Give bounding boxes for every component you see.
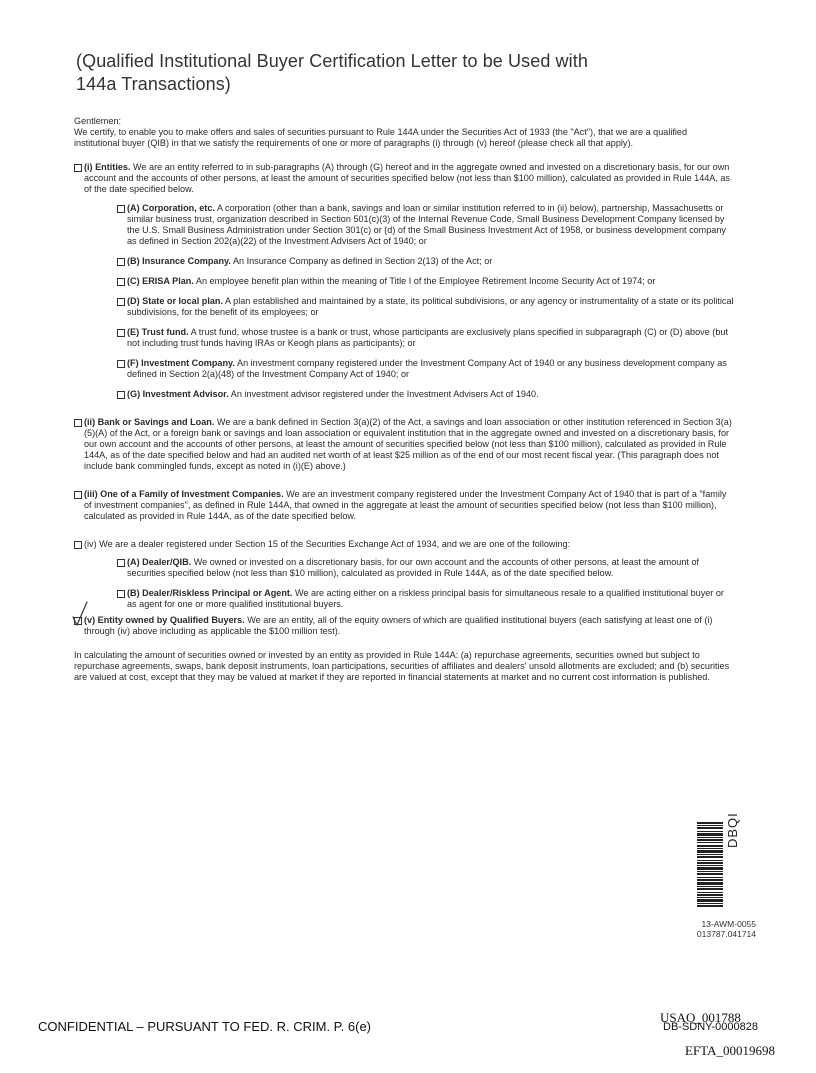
section-i-b-text: An Insurance Company as defined in Section 2(13) of the Act; or xyxy=(232,256,493,266)
section-i xyxy=(74,162,734,195)
section-iv-a-text: We owned or invested on a discretionary basis, for our own account and the accounts of other persons, at least the amount of securities specified below (not less than $10 million), calculated as provided in Rule 144A, as of the date specified below. xyxy=(127,557,700,578)
section-iii-heading: (iii) One of a Family of Investment Companies. xyxy=(84,489,284,499)
section-i-g-text: An investment advisor registered under the Investment Advisers Act of 1940. xyxy=(230,389,539,399)
section-i-a-checkbox[interactable] xyxy=(117,205,125,213)
section-iv-item-b xyxy=(117,588,734,610)
salutation: Gentlemen: xyxy=(74,116,122,126)
title-line-1: (Qualified Institutional Buyer Certification Letter to be Used with xyxy=(76,51,588,71)
section-i-d-checkbox[interactable] xyxy=(117,298,125,306)
bates-db-sdny: DB-SDNY-0000828 xyxy=(663,1021,758,1033)
section-i-d-text: A plan established and maintained by a state, its political subdivisions, or any agency or instrumentality of a state or its political subdivisions, for the benefit of its employees; or xyxy=(127,296,734,317)
section-v xyxy=(74,615,734,637)
section-i-checkbox[interactable] xyxy=(74,164,82,172)
reference-line-1: 13-AWM-0055 xyxy=(701,919,756,929)
reference-number xyxy=(640,919,756,939)
section-iv-text: (iv) We are a dealer registered under Section 15 of the Securities Exchange Act of 1934, and we are one of the following: xyxy=(84,539,571,549)
confidential-footer: CONFIDENTIAL – PURSUANT TO FED. R. CRIM. P. 6(e) xyxy=(38,1019,372,1034)
section-ii-checkbox[interactable] xyxy=(74,419,82,427)
section-i-c-checkbox[interactable] xyxy=(117,278,125,286)
section-i-item-d xyxy=(117,296,734,318)
section-iii xyxy=(74,489,734,522)
barcode xyxy=(697,822,727,908)
section-i-g-checkbox[interactable] xyxy=(117,391,125,399)
bates-usao: USAO_001788 xyxy=(660,1010,741,1025)
section-iv-b-text: We are acting either on a riskless principal basis for simultaneous resale to a qualified institutional buyer or as agent for one or more qualified institutional buyers. xyxy=(127,588,724,609)
section-i-e-text: A trust fund, whose trustee is a bank or trust, whose participants are exclusively plans specified in subparagraph (C) or (D) above (but not including trust funds having IRAs or Keogh plans as participants); or xyxy=(127,327,728,348)
section-ii xyxy=(74,417,734,472)
section-iv-a-heading: (A) Dealer/QIB. xyxy=(127,557,192,567)
closing-paragraph: In calculating the amount of securities owned or invested by an entity as provided in Rule 144A: (a) repurchase agreements, securities owned but subject to repurchase agreements, swaps, bank deposit instruments, loan participations, securities of affiliates and dealers' unsold allotments are excluded; and (b) securities are valued at cost, except that they may be valued at market if they are reported in financial statements at market and no current cost information is published. xyxy=(74,650,730,682)
section-i-item-f xyxy=(117,358,734,380)
section-i-f-heading: (F) Investment Company. xyxy=(127,358,235,368)
bates-efta: EFTA_00019698 xyxy=(685,1043,775,1058)
letter-body xyxy=(74,116,734,683)
section-iv-checkbox[interactable] xyxy=(74,541,82,549)
handwritten-checkmark-icon xyxy=(72,601,88,627)
section-i-item-e xyxy=(117,327,734,349)
reference-line-2: 013787.041714 xyxy=(696,929,756,939)
section-i-e-checkbox[interactable] xyxy=(117,329,125,337)
section-i-item-b xyxy=(117,256,734,267)
intro-paragraph: We certify, to enable you to make offers and sales of securities pursuant to Rule 144A under the Securities Act of 1933 (the "Act"), that we are a qualified institutional buyer (QIB) in that we satisfy the requirements of one or more of paragraphs (i) through (v) hereof (please check all that apply). xyxy=(74,127,688,148)
section-i-heading: (i) Entities. xyxy=(84,162,131,172)
section-ii-text: We are a bank defined in Section 3(a)(2) of the Act, a savings and loan association or other institution referenced in Section 3(a)(5)(A) of the Act, or a foreign bank or savings and loan association or equivalent institution that in the aggregate owned and invested on a discretionary basis, for our own account and the accounts of other persons, at least the amount of securities specified below (not less than $100 million), calculated as provided in Rule 144A, as of the date specified below and had an audited net worth of at least $25 million as of the end of our most recent fiscal year. (This paragraph does not include bank commingled funds, except as noted in (i)(E) above.) xyxy=(84,417,732,471)
section-i-text: We are an entity referred to in sub-paragraphs (A) through (G) hereof and in the aggregate owned and invested on a discretionary basis, for our own account and the accounts of other persons, at least the amount of securities specified below (not less than $100 million), calculated as provided in Rule 144A, as of the date specified below. xyxy=(84,162,731,194)
section-ii-heading: (ii) Bank or Savings and Loan. xyxy=(84,417,215,427)
section-iv-b-checkbox[interactable] xyxy=(117,590,125,598)
section-i-b-heading: (B) Insurance Company. xyxy=(127,256,231,266)
section-i-g-heading: (G) Investment Advisor. xyxy=(127,389,229,399)
section-v-text: We are an entity, all of the equity owners of which are qualified institutional buyers (each satisfying at least one of (i) through (iv) above including as applicable the $100 million test). xyxy=(84,615,713,636)
section-iii-checkbox[interactable] xyxy=(74,491,82,499)
section-i-c-heading: (C) ERISA Plan. xyxy=(127,276,194,286)
section-i-d-heading: (D) State or local plan. xyxy=(127,296,224,306)
section-iv-a-checkbox[interactable] xyxy=(117,559,125,567)
section-iv-item-a xyxy=(117,557,734,579)
section-i-a-heading: (A) Corporation, etc. xyxy=(127,203,215,213)
section-i-f-checkbox[interactable] xyxy=(117,360,125,368)
barcode-label: DBQI xyxy=(725,812,740,848)
document-title xyxy=(76,50,676,96)
section-i-item-a xyxy=(117,203,734,247)
section-iv xyxy=(74,539,734,550)
section-iii-text: We are an investment company registered under the Investment Company Act of 1940 that is part of a "family of investment companies", as defined in Rule 144A, that owned in the aggregate at least the amount of securities specified below (not less than $100 million), calculated as provided in Rule 144A, as of the date specified below. xyxy=(84,489,727,521)
section-i-b-checkbox[interactable] xyxy=(117,258,125,266)
section-iv-b-heading: (B) Dealer/Riskless Principal or Agent. xyxy=(127,588,293,598)
title-line-2: 144a Transactions) xyxy=(76,74,231,94)
section-i-e-heading: (E) Trust fund. xyxy=(127,327,189,337)
section-i-c-text: An employee benefit plan within the meaning of Title I of the Employee Retirement Income Security Act of 1974; or xyxy=(195,276,656,286)
section-i-item-g xyxy=(117,389,734,400)
section-i-a-text: A corporation (other than a bank, savings and loan or similar institution referred to in (ii) below), partnership, Massachusetts or similar business trust, organization described in Section 501(c)(3) of the Internal Revenue Code, Small Business Development Company licensed by the U.S. Small Business Administration under Section 301(c) or (d) of the Small Business Investment Act of 1958, or business development company as defined in Section 202(a)(22) of the Investment Advisers Act of 1940; or xyxy=(127,203,726,246)
section-i-f-text: An investment company registered under the Investment Company Act of 1940 or any business development company as defined in Section 2(a)(48) of the Investment Company Act of 1940; or xyxy=(127,358,727,379)
section-i-item-c xyxy=(117,276,734,287)
section-v-heading: (v) Entity owned by Qualified Buyers. xyxy=(84,615,245,625)
